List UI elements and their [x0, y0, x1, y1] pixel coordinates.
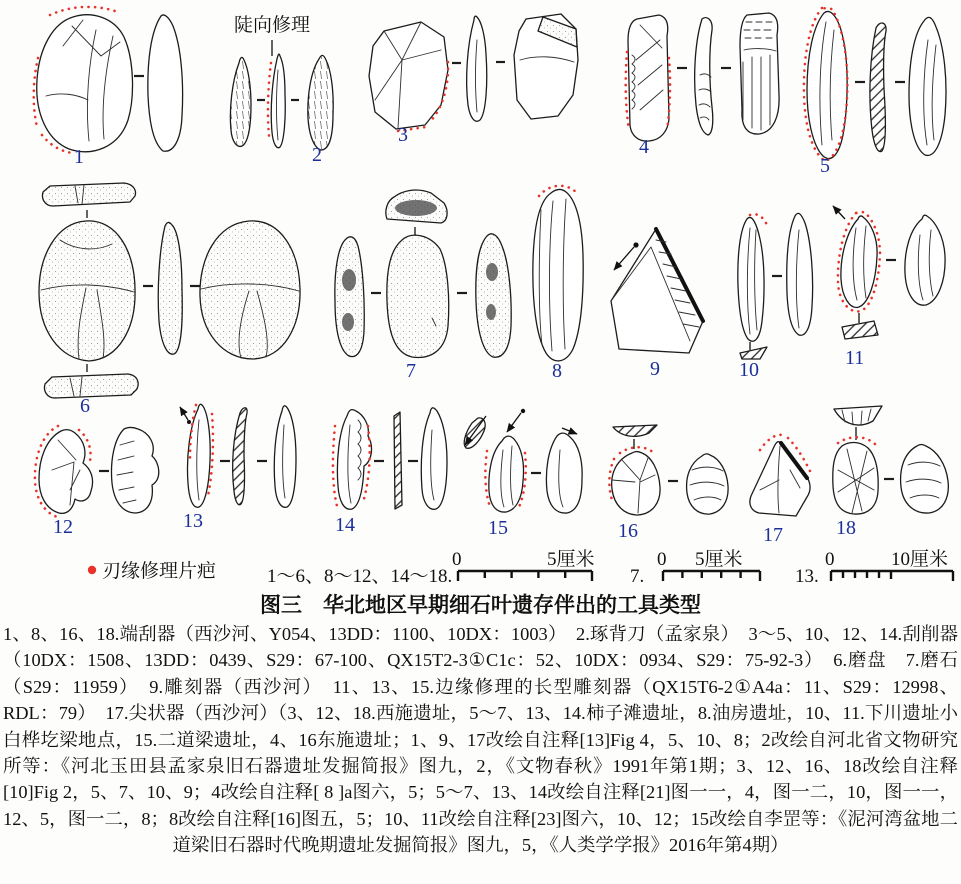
- tool-5-number: 5: [820, 155, 830, 177]
- scale-main-prefix: 1～6、8～12、14～18.: [267, 566, 453, 587]
- steep-retouch-label: 陡向修理: [234, 15, 311, 36]
- scale-7-unit: 5厘米: [695, 549, 743, 570]
- tool-3-drawing: [369, 14, 578, 146]
- tool-18-number: 18: [836, 517, 856, 539]
- tool-9-drawing: [611, 229, 703, 380]
- scale-main-unit: 5厘米: [547, 549, 595, 570]
- tool-4-drawing: [626, 13, 779, 158]
- tool-15-drawing: [464, 409, 582, 539]
- scale-bar-13: [795, 548, 953, 587]
- scale-13-unit: 10厘米: [891, 549, 949, 570]
- scar-dot-marker: [88, 566, 96, 574]
- tool-4-number: 4: [639, 136, 649, 158]
- tool-14-drawing: [333, 408, 447, 536]
- tool-16-drawing: [609, 425, 728, 542]
- tool-7-number: 7: [406, 360, 416, 382]
- scale-bar-7: [630, 548, 760, 587]
- scale-7-prefix: 7.: [630, 566, 645, 587]
- legend: [88, 560, 216, 582]
- tool-7-drawing: [335, 190, 511, 382]
- tool-17-number: 17: [763, 524, 783, 546]
- figure-title: 图三 华北地区早期细石叶遗存伴出的工具类型: [260, 593, 701, 617]
- tool-1-drawing: [34, 7, 183, 168]
- figure-caption: 1、8、16、18.端刮器（西沙河、Y054、13DD：1100、10DX：1003） 2.琢背刀（孟家泉） 3～5、10、12、14.刮削器（10DX：1508、13DD：0439、S29：67-100、QX15T2-3①C1c：52、10DX：0934、S29：75-92-3） 6.磨盘 7.磨石（S29：11959） 9.雕刻器（西沙河） 11、13、15.边缘修理的长型雕刻器（QX15T6-2①A4a：11、S29：12998、RDL：79） 17.尖状器（西沙河）（3、12、18.西施遗址，5～7、13、14.柿子滩遗址，8.油房遗址，10、11.下川遗址小白桦圪梁地点，15.二道梁遗址，4、16东施遗址；1、9、17改绘自注释[13]Fig 4，5、10、8；2改绘自河北省文物研究所等：《河北玉田县孟家泉旧石器遗址发掘简报》图九，2，《文物春秋》1991年第1期；3、12、16、18改绘自注释[10]Fig 2，5、7、10、9；4改绘自注释[ 8 ]a图六，5；5～7、13、14改绘自注释[21]图一一，4，图一二，10，图一一，12、5，图一二，8；8改绘自注释[16]图五，5；10、11改绘自注释[23]图六，10、12；15改绘自李罡等：《泥河湾盆地二道梁旧石器时代晚期遗址发掘简报》图九，5，《人类学学报》2016年第4期）: [3, 624, 958, 856]
- tool-13-drawing: [180, 404, 296, 532]
- tool-16-number: 16: [618, 520, 638, 542]
- tool-15-number: 15: [488, 517, 508, 539]
- scale-bar-main: [267, 548, 595, 587]
- tool-1-number: 1: [74, 146, 84, 168]
- legend-label: 刃缘修理片疤: [102, 561, 217, 582]
- scale-7-zero: 0: [657, 549, 667, 570]
- tool-8-drawing: [533, 186, 583, 382]
- tool-11-number: 11: [845, 347, 865, 369]
- tool-8-number: 8: [552, 360, 562, 382]
- tool-2-drawing: [230, 54, 333, 166]
- scale-main-zero: 0: [452, 549, 462, 570]
- tool-5-drawing: [804, 8, 946, 177]
- tool-9-number: 9: [650, 358, 660, 380]
- tool-3-number: 3: [398, 124, 408, 146]
- tool-18-drawing: [833, 406, 949, 539]
- tool-17-drawing: [750, 435, 810, 546]
- steep-retouch-annotation: [234, 14, 310, 56]
- scale-13-prefix: 13.: [795, 566, 819, 587]
- tool-14-number: 14: [335, 514, 355, 536]
- tool-2-number: 2: [312, 144, 322, 166]
- tool-12-drawing: [35, 426, 159, 538]
- tool-12-number: 12: [53, 516, 73, 538]
- tool-6-number: 6: [80, 395, 90, 417]
- scale-13-zero: 0: [825, 549, 835, 570]
- tool-11-drawing: [833, 206, 945, 369]
- tool-6-drawing: [39, 183, 300, 417]
- tool-13-number: 13: [183, 510, 203, 532]
- tool-10-drawing: [738, 213, 813, 381]
- tool-10-number: 10: [739, 359, 759, 381]
